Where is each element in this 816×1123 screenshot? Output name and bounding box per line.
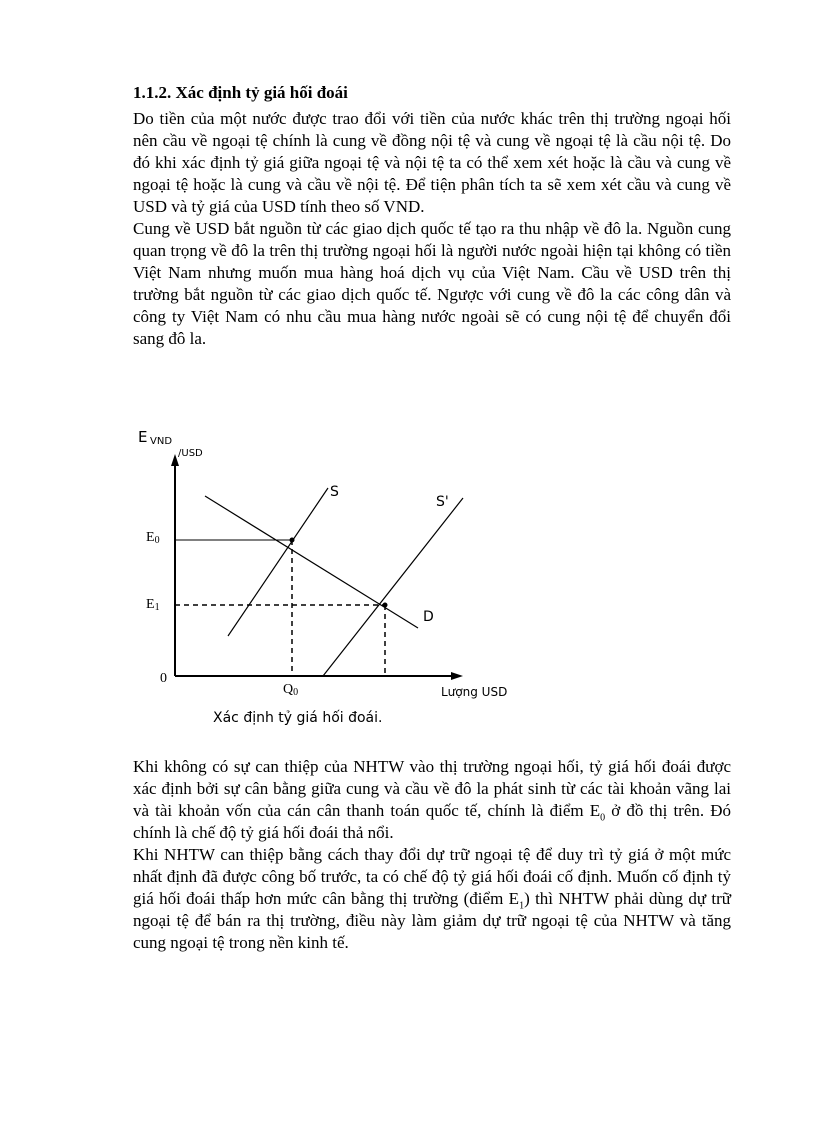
- paragraph-3-text: Khi không có sự can thiệp của NHTW vào thị trường ngoại hối, tỷ giá hối đoái được xác định bởi sự cân bằng giữa cung và cầu về đô la phát sinh từ các tài khoản vãng lai và tài khoản vốn của cán cân thanh toán quốc tế, chính là điểm: [133, 757, 731, 820]
- paragraph-2: Cung về USD bắt nguồn từ các giao dịch quốc tế tạo ra thu nhập về đô la. Nguồn cung quan trọng về đô la trên thị trường ngoại hối là người nước ngoài hiện tại không có tiền Việt Nam nhưng muốn mua hàng hoá dịch vụ của Việt Nam. Cầu về USD trên thị trường bắt nguồn từ các giao dịch quốc tế. Ngược với cung về đô la các công dân và công ty Việt Nam có nhu cầu mua hàng nước ngoài sẽ có cung nội tệ để chuyển đổi sang đô la.: [133, 219, 731, 348]
- section-title: 1.1.2. Xác định tỷ giá hối đoái: [133, 83, 348, 102]
- series-label-d: D: [423, 609, 434, 625]
- supply-line-s: [228, 488, 328, 636]
- x-axis-arrow: [451, 672, 463, 680]
- series-label-s: S: [330, 484, 339, 500]
- y-axis-label-sub1: VND: [150, 436, 173, 447]
- tick-label-q0: [283, 682, 298, 698]
- series-label-s-prime: S': [436, 494, 449, 510]
- text-block-top: [133, 82, 731, 350]
- tick-label-q0-main: Q: [283, 682, 294, 697]
- supply-line-s-prime: [323, 498, 463, 676]
- paragraph-4-text: Khi NHTW can thiệp bằng cách thay đổi dự trữ ngoại tệ để duy trì tỷ giá ở một mức nhất định đã được công bố trước, ta có chế độ tỷ giá hối đoái cố định. Muốn cố định tỷ giá hối đoái thấp hơn mức cân bằng thị trường (điểm: [133, 845, 731, 908]
- y-axis-label-main: E: [138, 428, 148, 446]
- paragraph-3-point-sub: 0: [600, 812, 606, 824]
- supply-demand-chart: [133, 418, 533, 730]
- paragraph-4-tail: ) thì NHTW phải dùng dự trữ ngoại tệ để bán ra thị trường, điều này làm giảm dự trữ ngoại tệ của NHTW và tăng cung ngoại tệ trong nền kinh tế.: [133, 889, 732, 952]
- equilibrium-point-e0: [290, 538, 295, 543]
- paragraph-4-point: E: [508, 889, 520, 908]
- paragraph-4: [133, 844, 731, 954]
- x-axis-label: Lượng USD: [441, 685, 508, 699]
- equilibrium-point-e1: [383, 603, 388, 608]
- tick-label-e1: [146, 597, 160, 613]
- tick-label-e0-main: E: [146, 530, 155, 545]
- tick-label-q0-sub: 0: [293, 687, 299, 698]
- tick-label-e1-sub: 1: [154, 602, 160, 613]
- paragraph-4-point-sub: 1: [519, 900, 525, 912]
- tick-label-e0-sub: 0: [154, 535, 160, 546]
- paragraph-3-tail: ở đồ thị trên. Đó chính là chế độ tỷ giá hối đoái thả nổi.: [133, 801, 731, 842]
- chart-caption: Xác định tỷ giá hối đoái.: [213, 710, 383, 726]
- paragraph-3: [133, 756, 731, 844]
- tick-label-e0: [146, 530, 160, 546]
- paragraph-3-point: E: [589, 801, 601, 820]
- chart-svg: [133, 418, 533, 730]
- demand-line-d: [205, 496, 418, 628]
- y-axis-label-sub2: /USD: [178, 448, 203, 459]
- origin-label: 0: [160, 671, 167, 686]
- paragraph-1: Do tiền của một nước được trao đổi với tiền của nước khác trên thị trường ngoại hối nên cầu về ngoại tệ chính là cung về đồng nội tệ và cung về ngoại tệ là cầu nội tệ. Do đó khi xác định tỷ giá giữa ngoại tệ và nội tệ ta có thể xem xét hoặc là cầu và cung về ngoại tệ hoặc là cung và cầu về nội tệ. Để tiện phân tích ta sẽ xem xét cầu và cung về USD và tỷ giá của USD tính theo số VND.: [133, 109, 731, 216]
- text-block-bottom: [133, 756, 731, 954]
- tick-label-e1-main: E: [146, 597, 155, 612]
